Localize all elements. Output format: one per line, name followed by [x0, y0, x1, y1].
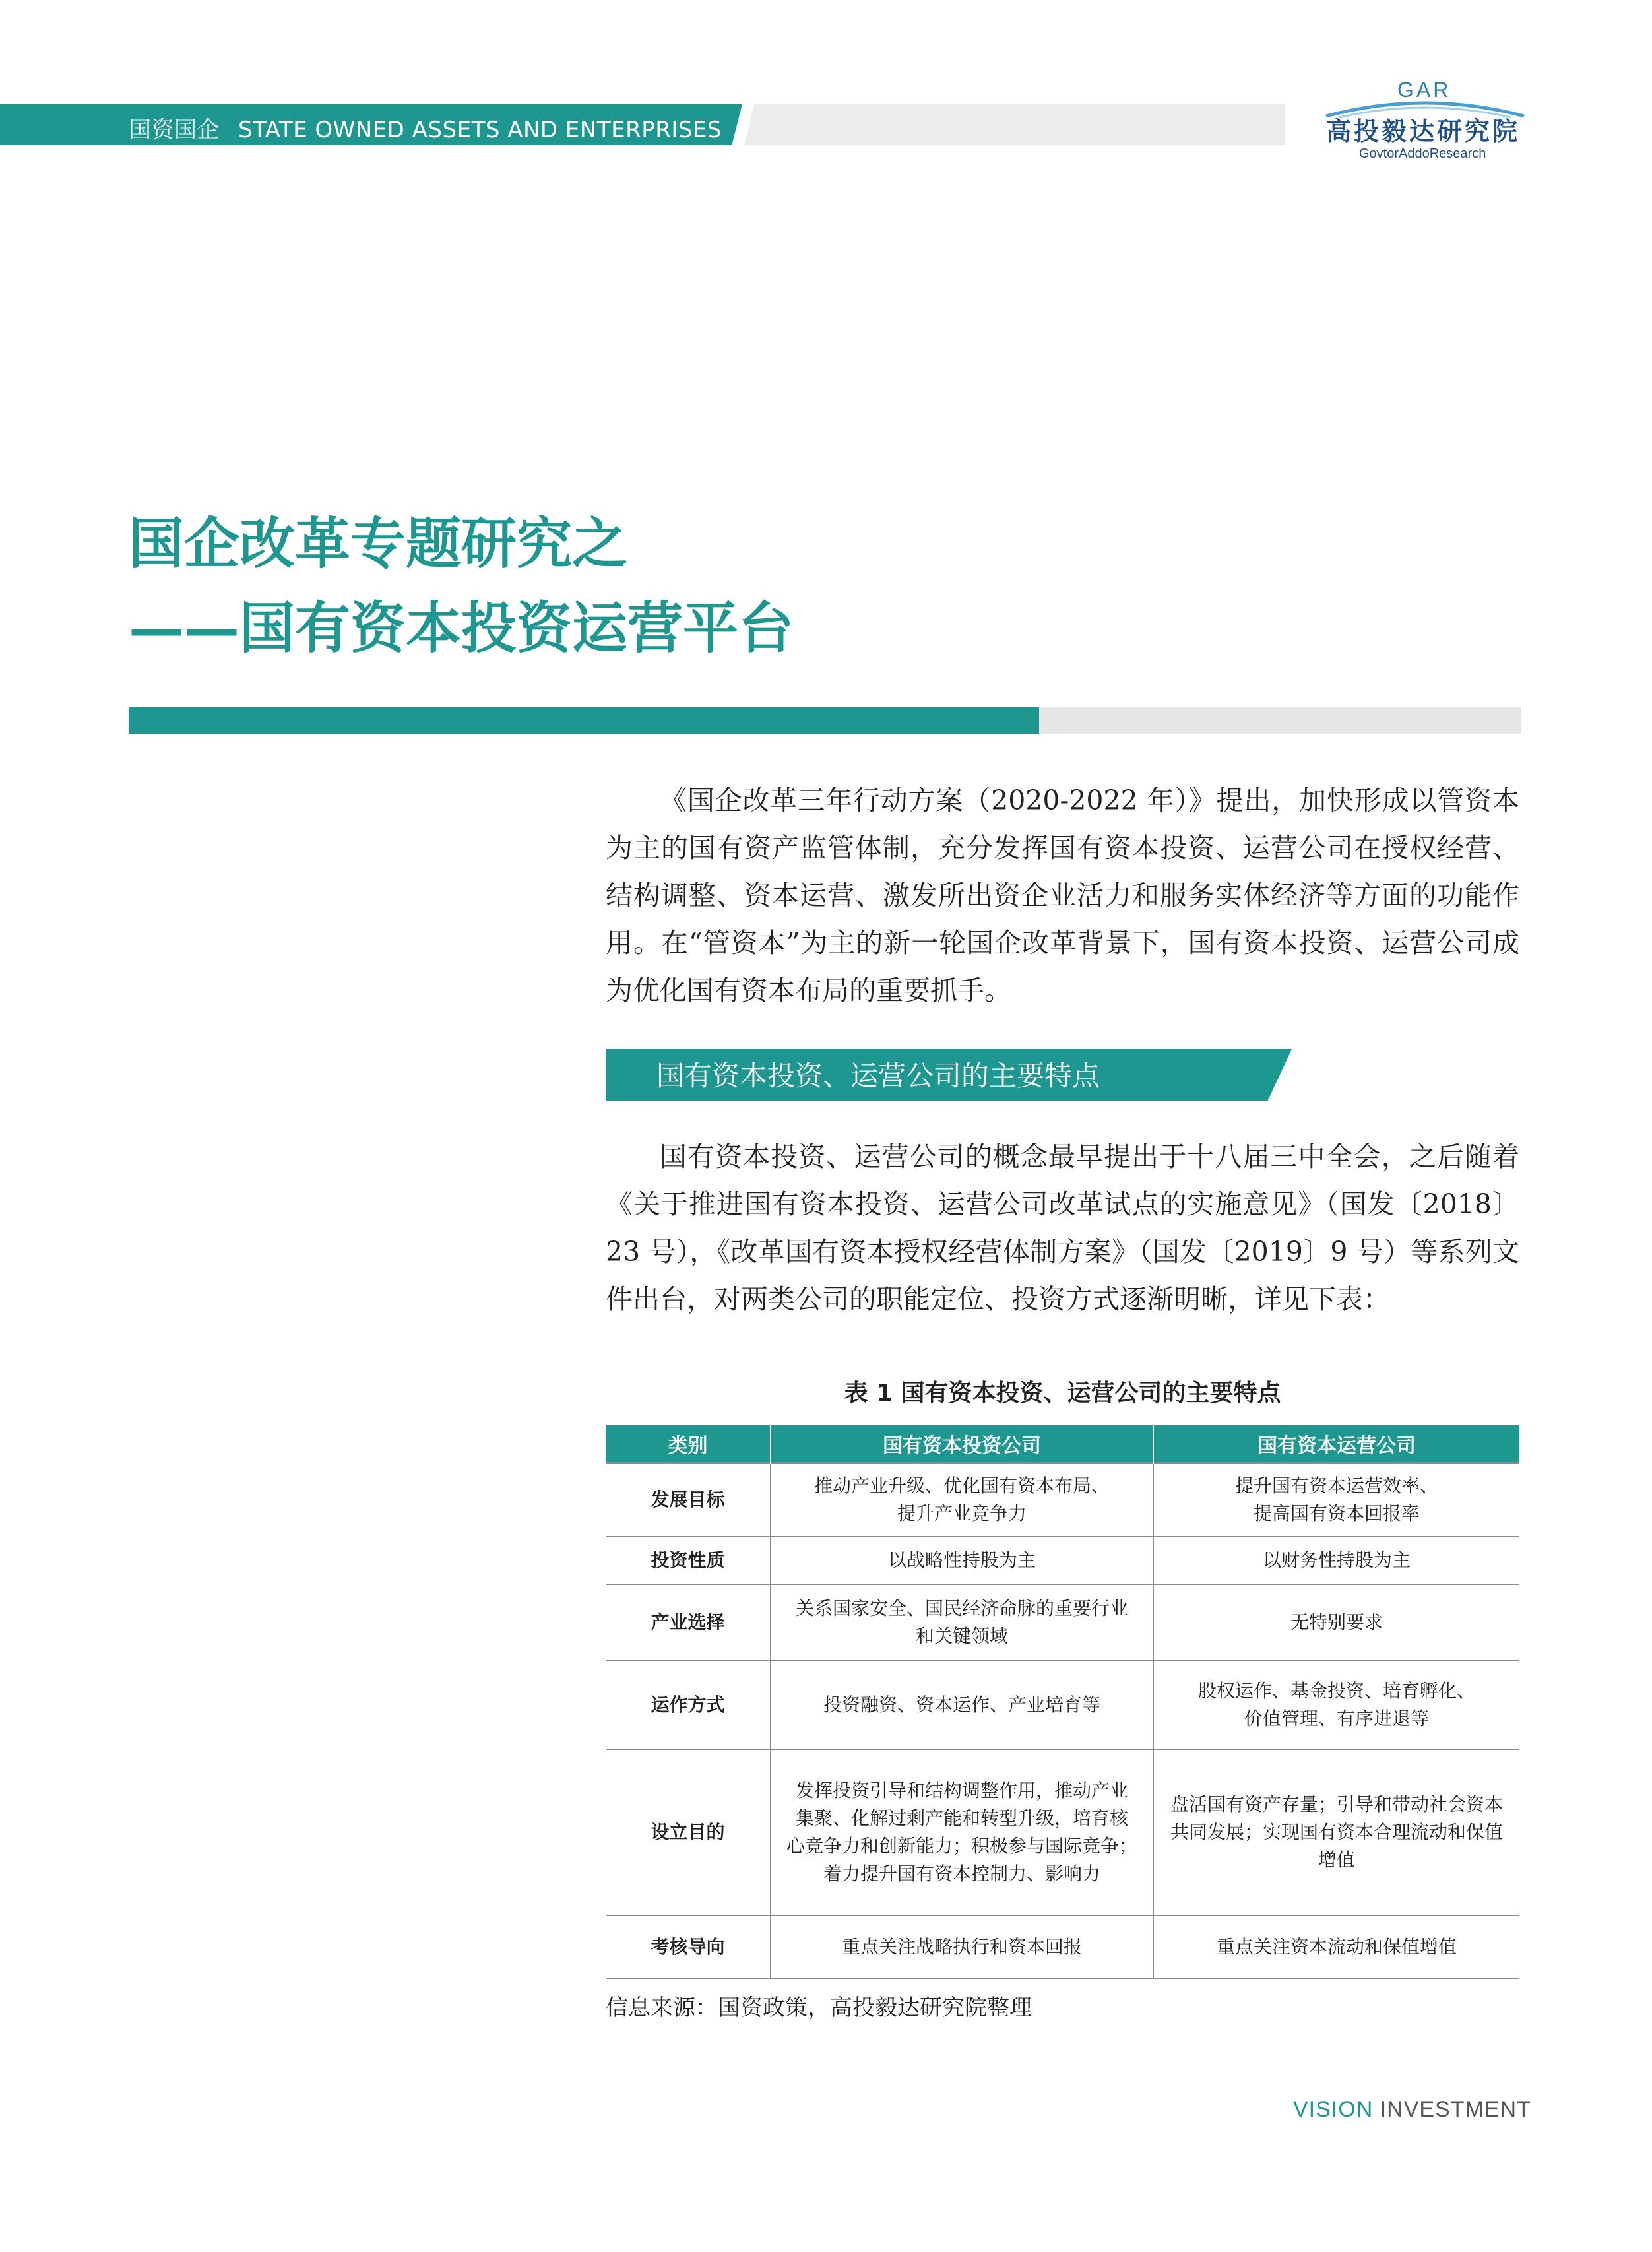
header-bar-gray: [744, 104, 1285, 145]
table-header-row: [606, 1425, 1519, 1463]
table-header-operation: 国有资本运营公司: [1153, 1425, 1519, 1463]
title-divider-gray: [1039, 707, 1521, 734]
table-cell-investment: 重点关注战略执行和资本回报: [771, 1915, 1153, 1979]
table-cell-operation: 以财务性持股为主: [1153, 1537, 1519, 1584]
table-row: [606, 1584, 1519, 1661]
table-row: [606, 1749, 1519, 1915]
table-cell-investment: 发挥投资引导和结构调整作用，推动产业 集聚、化解过剩产能和转型升级，培育核 心竞争力和创新能力；积极参与国际竞争； 着力提升国有资本控制力、影响力: [771, 1749, 1153, 1915]
table-cell-operation: 盘活国有资产存量；引导和带动社会资本 共同发展；实现国有资本合理流动和保值 增值: [1153, 1749, 1519, 1915]
section-heading: 国有资本投资、运营公司的主要特点: [656, 1060, 1100, 1092]
header-section-en: STATE OWNED ASSETS AND ENTERPRISES: [238, 117, 722, 143]
features-table: [606, 1425, 1519, 1979]
table-cell-category: 产业选择: [606, 1584, 771, 1661]
body-paragraph: 国有资本投资、运营公司的概念最早提出于十八届三中全会，之后随着《关于推进国有资本投资、运营公司改革试点的实施意见》（国发〔2018〕23 号），《改革国有资本授权经营体制方案》（国发〔2019〕9 号）等系列文件出台，对两类公司的职能定位、投资方式逐渐明晰，详见下表：: [606, 1141, 1519, 1315]
footer-vision: VISION: [1293, 2097, 1374, 2122]
page-title-line1: 国企改革专题研究之: [129, 511, 628, 576]
table-row: [606, 1537, 1519, 1584]
table-cell-operation: 股权运作、基金投资、培育孵化、 价值管理、有序进退等: [1153, 1661, 1519, 1749]
table-cell-investment: 投资融资、资本运作、产业培育等: [771, 1661, 1153, 1749]
intro-paragraph: 《国企改革三年行动方案（2020-2022 年）》提出，加快形成以管资本为主的国有资产监管体制，充分发挥国有资本投资、运营公司在授权经营、结构调整、资本运营、激发所出资企业活力和服务实体经济等方面的功能作用。在“管资本”为主的新一轮国企改革背景下，国有资本投资、运营公司成为优化国有资本布局的重要抓手。: [606, 785, 1519, 1006]
table-caption: 表 1 国有资本投资、运营公司的主要特点: [844, 1380, 1281, 1407]
logo-abbr: GAR: [1397, 78, 1451, 102]
table-cell-investment: 关系国家安全、国民经济命脉的重要行业 和关键领域: [771, 1584, 1153, 1661]
table-cell-operation: 重点关注资本流动和保值增值: [1153, 1915, 1519, 1979]
header-section-cn: 国资国企: [129, 117, 220, 143]
source-note: 信息来源：国资政策，高投毅达研究院整理: [606, 1995, 1032, 2021]
table-row: [606, 1661, 1519, 1749]
table-row: [606, 1463, 1519, 1537]
table-cell-investment: 推动产业升级、优化国有资本布局、 提升产业竞争力: [771, 1463, 1153, 1537]
table-cell-operation: 无特别要求: [1153, 1584, 1519, 1661]
footer-investment: INVESTMENT: [1373, 2097, 1531, 2122]
table-cell-investment: 以战略性持股为主: [771, 1537, 1153, 1584]
table-cell-operation: 提升国有资本运营效率、 提高国有资本回报率: [1153, 1463, 1519, 1537]
footer-brand: [1293, 2097, 1531, 2123]
table-cell-category: 考核导向: [606, 1915, 771, 1979]
table-cell-category: 发展目标: [606, 1463, 771, 1537]
table-cell-category: 投资性质: [606, 1537, 771, 1584]
logo-name-en: GovtorAddoResearch: [1359, 146, 1486, 161]
table-cell-category: 运作方式: [606, 1661, 771, 1749]
table-header-investment: 国有资本投资公司: [771, 1425, 1153, 1463]
page-title-line2: ——国有资本投资运营平台: [129, 595, 794, 660]
table-row: [606, 1915, 1519, 1979]
logo-name-cn: 高投毅达研究院: [1326, 117, 1521, 146]
table-cell-category: 设立目的: [606, 1749, 771, 1915]
title-divider: [129, 707, 1039, 734]
table-header-category: 类别: [606, 1425, 771, 1463]
page-title: [129, 501, 794, 670]
header-section-label: [129, 112, 722, 144]
